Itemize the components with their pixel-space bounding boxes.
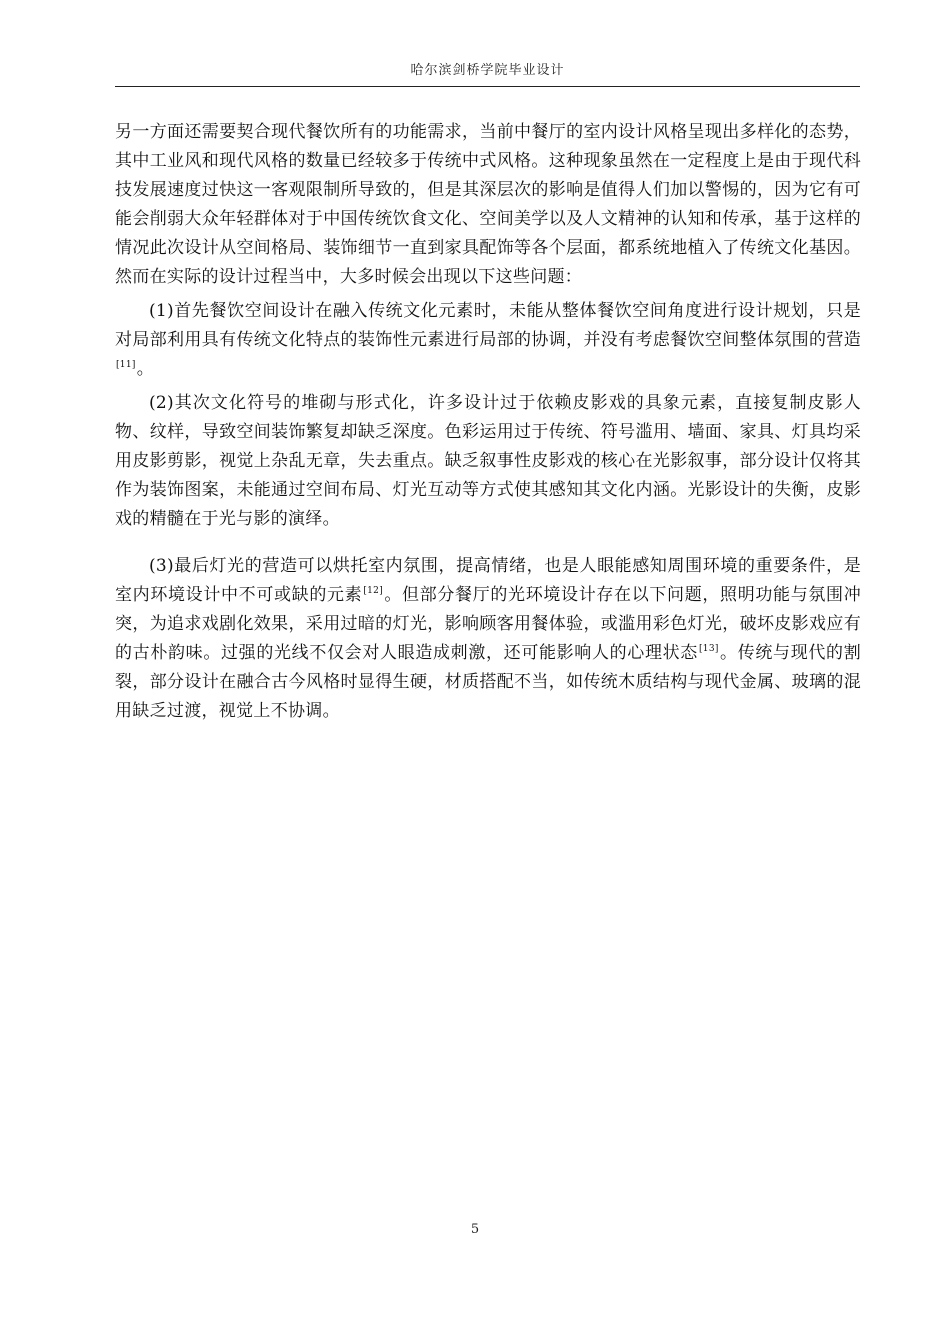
paragraph-3: (2)其次文化符号的堆砌与形式化，许多设计过于依赖皮影戏的具象元素，直接复制皮影人物、纹样，导致空间装饰繁复却缺乏深度。色彩运用过于传统、符号滥用、墙面、家具、灯具均采用皮影剪影，视觉上杂乱无章，失去重点。缺乏叙事性皮影戏的核心在光影叙事，部分设计仅将其作为装饰图案，未能通过空间布局、灯光互动等方式使其感知其文化内涵。光影设计的失衡，皮影戏的精髓在于光与影的演绎。 — [115, 393, 861, 529]
paragraph-2-end: 。 — [136, 359, 154, 379]
paragraph-1: 另一方面还需要契合现代餐饮所有的功能需求，当前中餐厅的室内设计风格呈现出多样化的态势，其中工业风和现代风格的数量已经较多于传统中式风格。这种现象虽然在一定程度上是由于现代科技发展速度过快这一客观限制所导致的，但是其深层次的影响是值得人们加以警惕的，因为它有可能会削弱大众年轻群体对于中国传统饮食文化、空间美学以及人文精神的认知和传承，基于这样的情况此次设计从空间格局、装饰细节一直到家具配饰等各个层面，都系统地植入了传统文化基因。然而在实际的设计过程当中，大多时候会出现以下这些问题： — [115, 122, 861, 287]
citation-12: [12] — [363, 586, 384, 596]
body-text — [115, 118, 861, 726]
page-header — [115, 56, 860, 87]
page-number: 5 — [470, 1222, 480, 1237]
header-title: 哈尔滨剑桥学院毕业设计 — [410, 63, 565, 78]
citation-11: [11] — [116, 360, 136, 370]
paragraph-4 — [115, 552, 861, 726]
paragraph-4-text-3: 。传统与现代的割裂，部分设计在融合古今风格时显得生硬，材质搭配不当，如传统木质结构与现代金属、玻璃的混用缺乏过渡，视觉上不协调。 — [115, 643, 861, 721]
citation-13: [13] — [698, 644, 719, 654]
paragraph-4-text-2: 。但部分餐厅的光环境设计存在以下问题，照明功能与氛围冲突，为追求戏剧化效果，采用过暗的灯光，影响顾客用餐体验，或滥用彩色灯光，破坏皮影戏应有的古朴韵味。过强的光线不仅会对人眼造成刺激，还可能影响人的心理状态 — [115, 585, 861, 663]
paragraph-2 — [115, 297, 861, 384]
paragraph-4-text-1: (3)最后灯光的营造可以烘托室内氛围，提高情绪，也是人眼能感知周围环境的重要条件，是室内环境设计中不可或缺的元素 — [115, 556, 861, 605]
paragraph-2-text: (1)首先餐饮空间设计在融入传统文化元素时，未能从整体餐饮空间角度进行设计规划，只是对局部利用具有传统文化特点的装饰性元素进行局部的协调，并没有考虑餐饮空间整体氛围的营造 — [115, 301, 861, 350]
